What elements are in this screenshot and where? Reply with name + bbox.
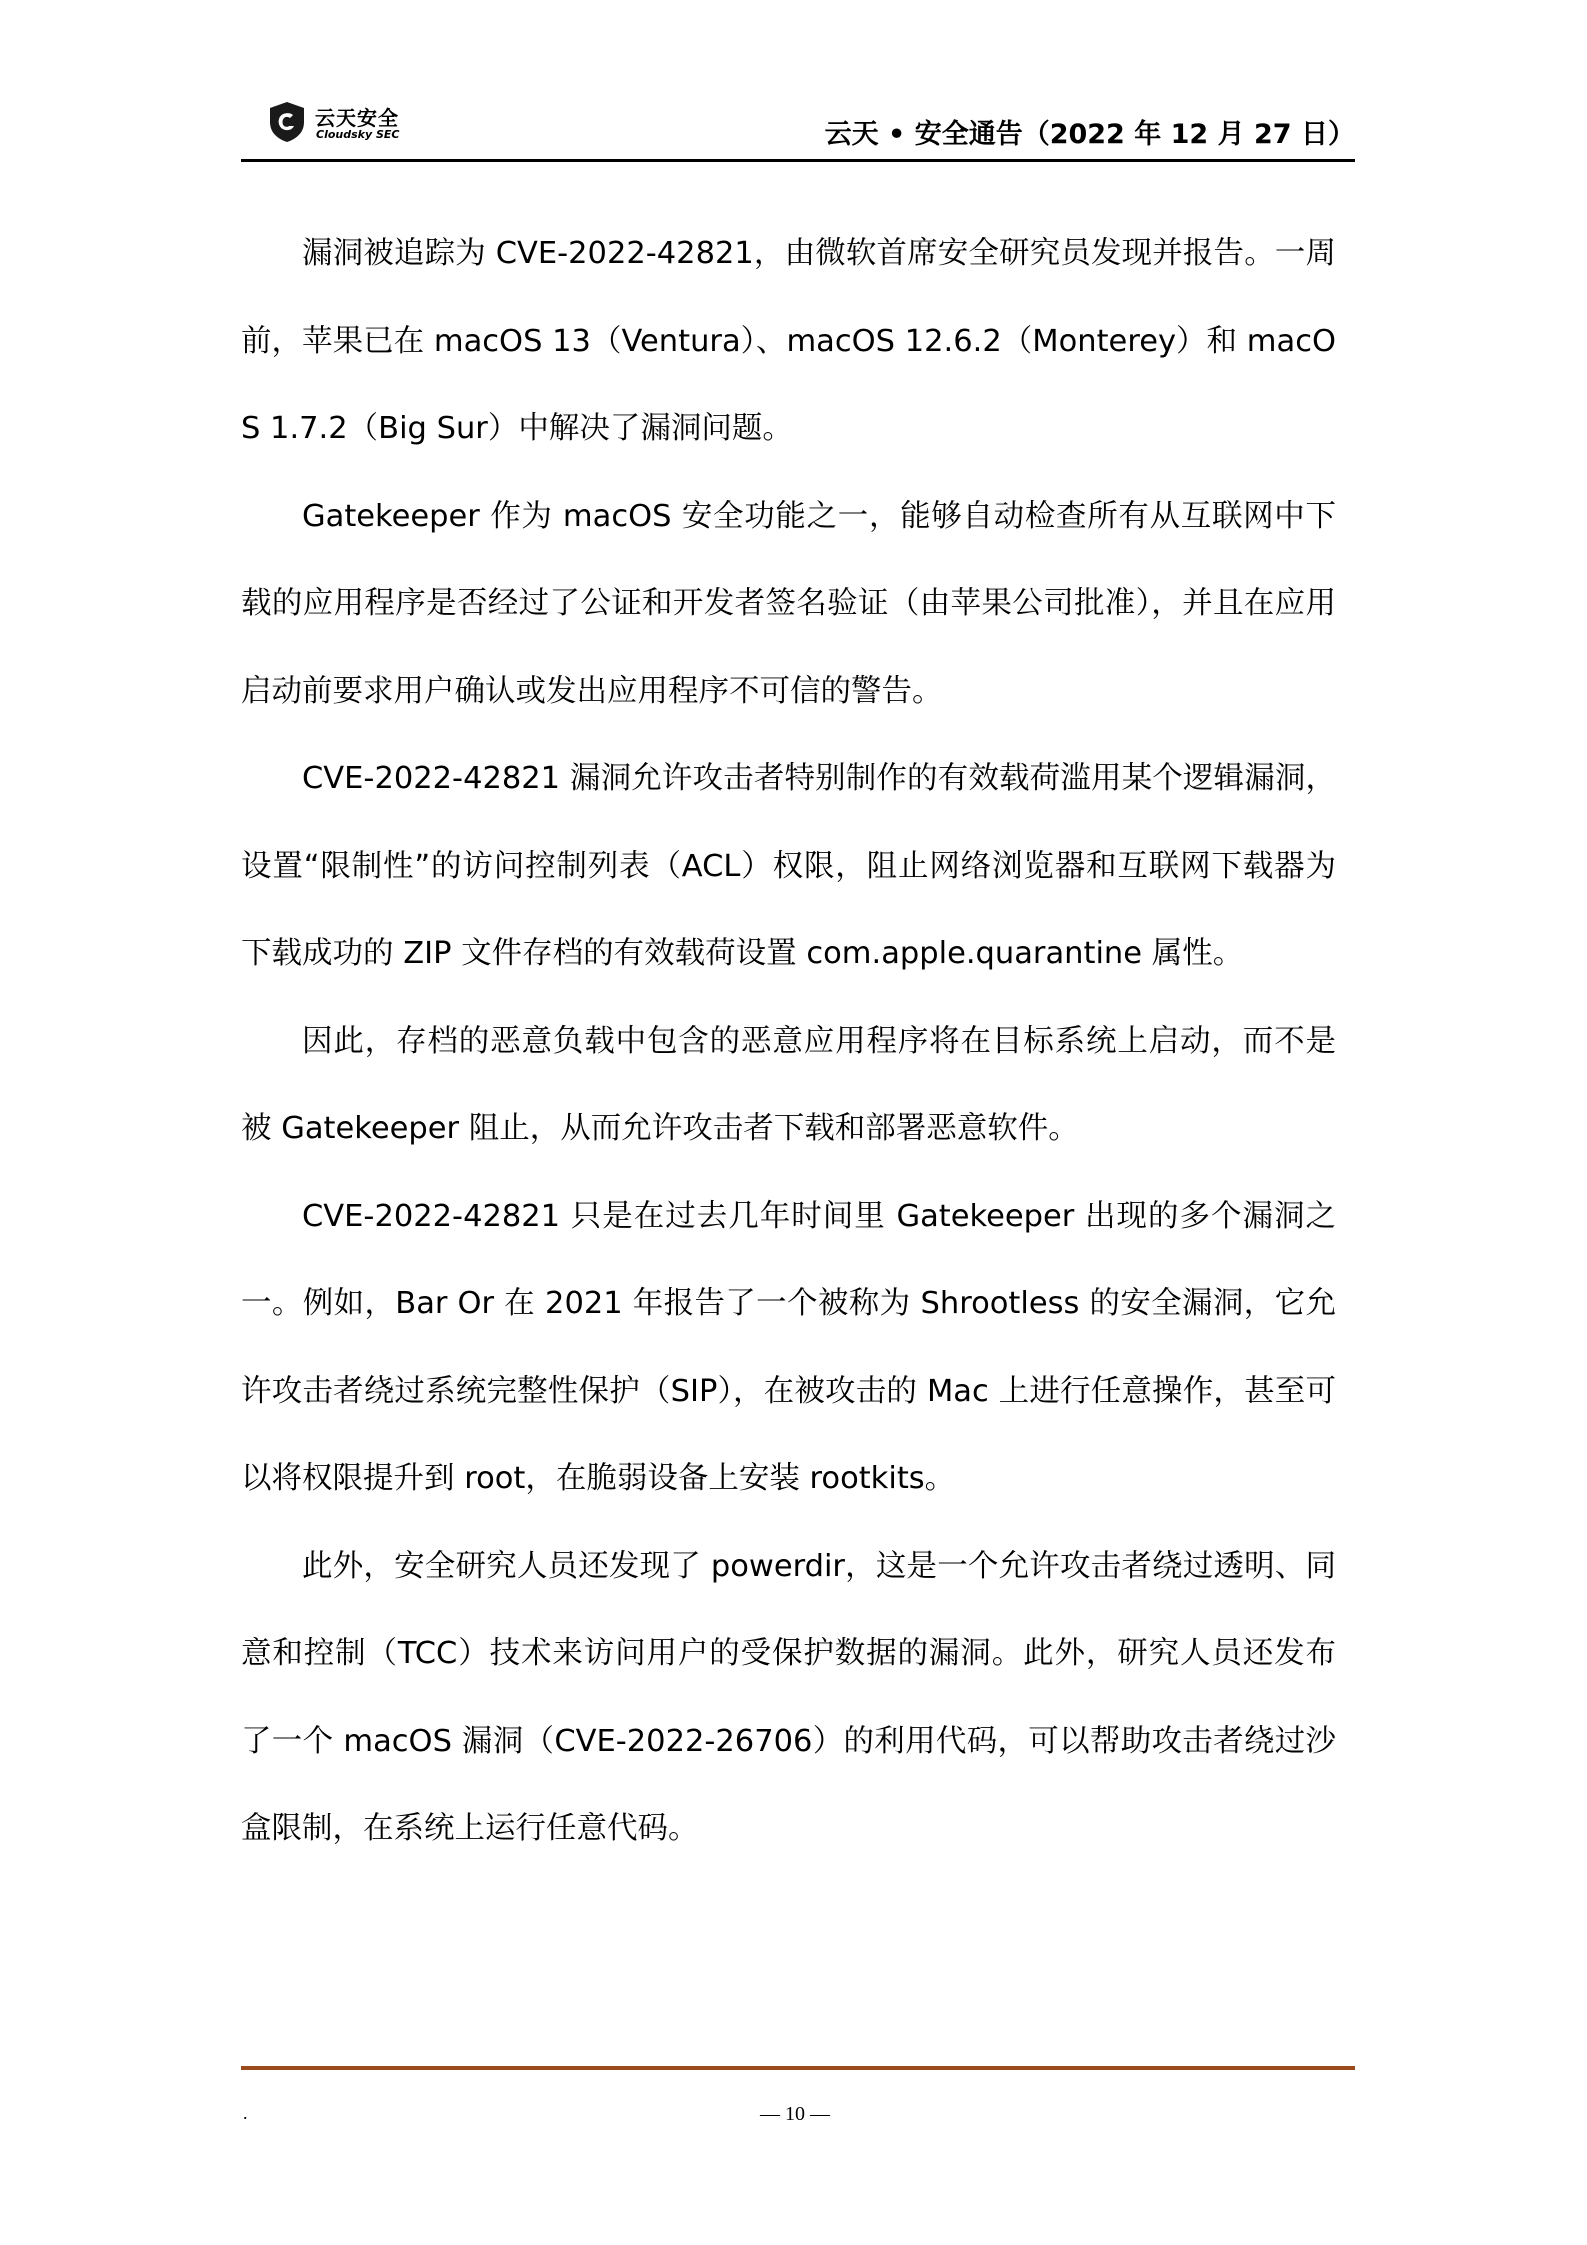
logo-chinese-name: 云天安全 [315, 106, 399, 130]
paragraph-4: 因此，存档的恶意负载中包含的恶意应用程序将在目标系统上启动，而不是被 Gatekeeper 阻止，从而允许攻击者下载和部署恶意软件。 [241, 1023, 1336, 1146]
page-header [241, 92, 1355, 162]
shield-logo-icon [267, 100, 307, 144]
company-logo [267, 100, 487, 150]
article-body [241, 210, 1336, 1873]
paragraph-1: 漏洞被追踪为 CVE-2022-42821，由微软首席安全研究员发现并报告。一周前，苹果已在 macOS 13（Ventura）、macOS 12.6.2（Monterey）和 macOS 1.7.2（Big Sur）中解决了漏洞问题。 [241, 236, 1336, 446]
header-divider [241, 159, 1355, 162]
logo-english-name: Cloudsky SEC [316, 128, 400, 141]
paragraph-6: 此外，安全研究人员还发现了 powerdir，这是一个允许攻击者绕过透明、同意和控制（TCC）技术来访问用户的受保护数据的漏洞。此外，研究人员还发布了一个 macOS 漏洞（CVE-2022-26706）的利用代码，可以帮助攻击者绕过沙盒限制，在系统上运行任意代码。 [241, 1548, 1336, 1846]
page-number: — 10 — [760, 2103, 830, 2125]
paragraph-3: CVE-2022-42821 漏洞允许攻击者特别制作的有效载荷滥用某个逻辑漏洞，设置“限制性”的访问控制列表（ACL）权限，阻止网络浏览器和互联网下载器为下载成功的 ZIP 文件存档的有效载荷设置 com.apple.quarantine 属性。 [241, 761, 1336, 971]
bulletin-title: 云天 • 安全通告（2022 年 12 月 27 日） [824, 119, 1355, 150]
paragraph-5: CVE-2022-42821 只是在过去几年时间里 Gatekeeper 出现的多个漏洞之一。例如，Bar Or 在 2021 年报告了一个被称为 Shrootless 的安全漏洞，它允许攻击者绕过系统完整性保护（SIP），在被攻击的 Mac 上进行任意操作，甚至可以将权限提升到 root，在脆弱设备上安装 rootkits。 [241, 1198, 1336, 1496]
footer-mark: . [243, 2103, 248, 2123]
footer-divider [241, 2066, 1355, 2070]
paragraph-2: Gatekeeper 作为 macOS 安全功能之一，能够自动检查所有从互联网中下载的应用程序是否经过了公证和开发者签名验证（由苹果公司批准），并且在应用启动前要求用户确认或发出应用程序不可信的警告。 [241, 498, 1336, 709]
